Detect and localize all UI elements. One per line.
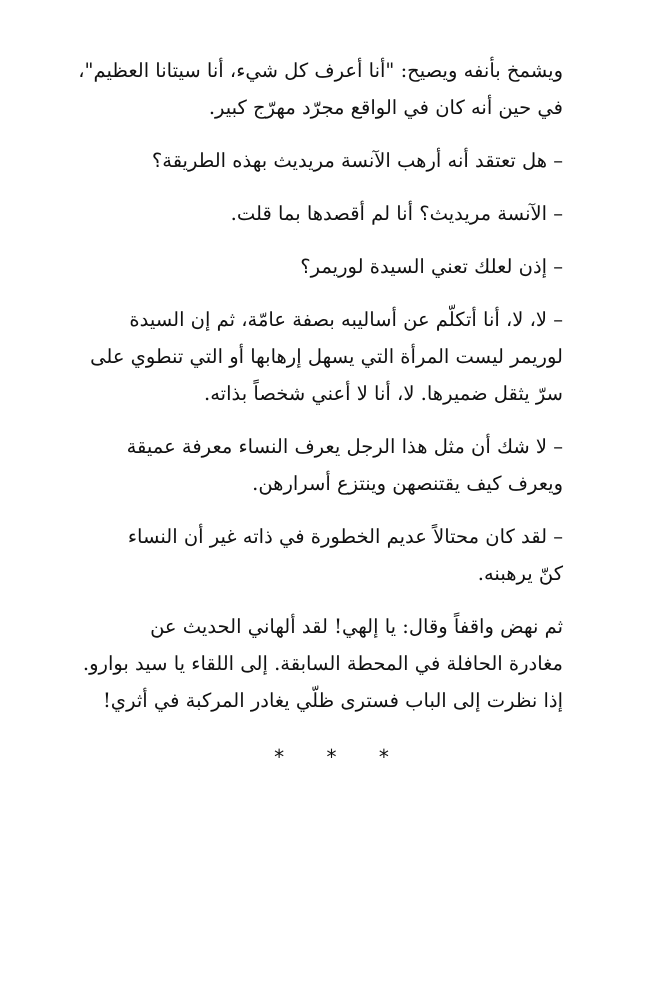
paragraph-4 bbox=[78, 248, 585, 285]
text-line: سرّ يثقل ضميرها. لا، أنا لا أعني شخصاً بذاته. bbox=[204, 382, 563, 405]
paragraph-6 bbox=[78, 428, 585, 502]
text-line: في حين أنه كان في الواقع مجرّد مهرّج كبير. bbox=[208, 96, 563, 119]
text-line: – لا شك أن مثل هذا الرجل يعرف النساء معرفة عميقة bbox=[126, 435, 563, 458]
text-line: ويشمخ بأنفه ويصيح: "أنا أعرف كل شيء، أنا سيتانا العظيم"، bbox=[78, 59, 563, 82]
text-line: – الآنسة مريديث؟ أنا لم أقصدها بما قلت. bbox=[230, 202, 563, 225]
text-line: – لا، لا، أنا أتكلّم عن أساليبه بصفة عامّة، ثم إن السيدة bbox=[129, 308, 563, 331]
paragraph-8 bbox=[78, 608, 585, 719]
text-line: – هل تعتقد أنه أرهب الآنسة مريديث بهذه الطريقة؟ bbox=[151, 149, 563, 172]
text-line: ثم نهض واقفاً وقال: يا إلهي! لقد ألهاني الحديث عن bbox=[150, 615, 563, 638]
text-line: – إذن لعلك تعني السيدة لوريمر؟ bbox=[300, 255, 563, 278]
text-line: كنّ يرهبنه. bbox=[477, 562, 563, 585]
paragraph-3 bbox=[78, 195, 585, 232]
paragraph-7 bbox=[78, 518, 585, 592]
text-line: ويعرف كيف يقتنصهن وينتزع أسرارهن. bbox=[252, 472, 563, 495]
section-separator: * * * bbox=[274, 745, 407, 769]
paragraph-1 bbox=[78, 52, 585, 126]
text-line: لوريمر ليست المرأة التي يسهل إرهابها أو التي تنطوي على bbox=[90, 345, 563, 368]
book-page bbox=[78, 52, 585, 776]
paragraph-5 bbox=[78, 301, 585, 412]
paragraph-2 bbox=[78, 142, 585, 179]
text-line: إذا نظرت إلى الباب فسترى ظلّي يغادر المركبة في أثري! bbox=[102, 689, 563, 712]
text-line: مغادرة الحافلة في المحطة السابقة. إلى اللقاء يا سيد بوارو. bbox=[82, 652, 563, 675]
text-line: – لقد كان محتالاً عديم الخطورة في ذاته غير أن النساء bbox=[127, 525, 563, 548]
